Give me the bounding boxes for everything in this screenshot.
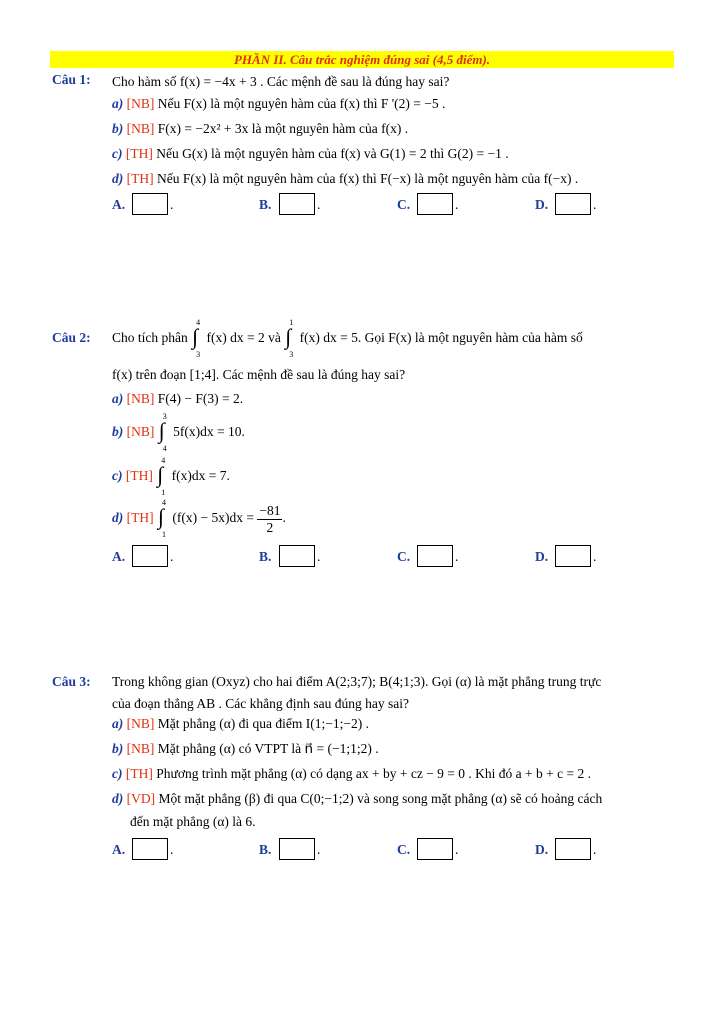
q2-answer-box-d[interactable] xyxy=(555,545,591,567)
q1-answer-box-c[interactable] xyxy=(417,193,453,215)
q2-answer-box-c[interactable] xyxy=(417,545,453,567)
q2-answer-box-a[interactable] xyxy=(132,545,168,567)
q3-answer-box-b[interactable] xyxy=(279,838,315,860)
section-title: PHẦN II. Câu trắc nghiệm đúng sai (4,5 điểm). xyxy=(50,51,674,68)
q2-answer-box-b[interactable] xyxy=(279,545,315,567)
integral-sign-icon: ∫ 1 3 xyxy=(285,318,294,359)
integral-sign-icon: ∫ 4 3 xyxy=(192,318,201,359)
question-3-label: Câu 3: xyxy=(52,674,91,689)
question-2-label: Câu 2: xyxy=(52,330,91,345)
q2-statement-d: d) [TH] ∫ 4 1 (f(x) − 5x)dx = $\frac{-81}{2}$ . xyxy=(112,498,286,539)
q3-answer-box-d[interactable] xyxy=(555,838,591,860)
q3-answer-row: A. . B. . C. . D. . xyxy=(112,838,672,862)
integral-sign-icon: ∫ 3 4 xyxy=(158,412,167,453)
question-1-intro: Cho hàm số f(x) = −4x + 3 . Các mệnh đề sau là đúng hay sai? xyxy=(112,74,450,89)
q1-answer-box-b[interactable] xyxy=(279,193,315,215)
question-2-intro-cont: f(x) trên đoạn [1;4]. Các mệnh đề sau là đúng hay sai? xyxy=(112,367,406,382)
question-1-label: Câu 1: xyxy=(52,72,91,87)
q3-statement-d: d) [VD] Một mặt phẳng (β) đi qua C(0;−1;2) và song song mặt phẳng (α) sẽ có hoảng cách xyxy=(112,791,603,806)
q1-answer-box-d[interactable] xyxy=(555,193,591,215)
q3-statement-c: c) [TH] Phương trình mặt phẳng (α) có dạng ax + by + cz − 9 = 0 . Khi đó a + b + c = 2 . xyxy=(112,766,591,781)
q1-answer-box-a[interactable] xyxy=(132,193,168,215)
q3-statement-b: b) [NB] Mặt phẳng (α) có VTPT là n⃗ = (−1;1;2) . xyxy=(112,741,379,756)
integral-sign-icon: ∫ 4 1 xyxy=(158,498,166,539)
q1-statement-b: b) [NB] F(x) = −2x² + 3x là một nguyên hàm của f(x) . xyxy=(112,121,409,136)
q1-statement-d: d) [TH] Nếu F(x) là một nguyên hàm của f(x) thì F(−x) là một nguyên hàm của f(−x) . xyxy=(112,171,579,186)
question-3-intro: Trong không gian (Oxyz) cho hai điểm A(2;3;7); B(4;1;3). Gọi (α) là mặt phẳng trung trực xyxy=(112,674,602,689)
integral-sign-icon: ∫ 4 1 xyxy=(157,456,166,497)
q3-answer-box-a[interactable] xyxy=(132,838,168,860)
q3-answer-box-c[interactable] xyxy=(417,838,453,860)
q2-answer-row: A. . B. . C. . D. . xyxy=(112,545,672,569)
q2-statement-c: c) [TH] ∫ 4 1 f(x)dx = 7. xyxy=(112,456,230,497)
q3-statement-d-cont: đến mặt phẳng (α) là 6. xyxy=(130,814,256,829)
q2-statement-b: b) [NB] ∫ 3 4 5f(x)dx = 10. xyxy=(112,412,245,453)
q1-statement-c: c) [TH] Nếu G(x) là một nguyên hàm của f(x) và G(1) = 2 thì G(2) = −1 . xyxy=(112,146,509,161)
question-3-intro-cont: của đoạn thẳng AB . Các khẳng định sau đúng hay sai? xyxy=(112,696,409,711)
fraction: $\frac{-81}{2}$ xyxy=(259,502,281,535)
q1-answer-row: A. . B. . C. . D. . xyxy=(112,193,672,217)
q3-statement-a: a) [NB] Mặt phẳng (α) đi qua điểm I(1;−1;−2) . xyxy=(112,716,370,731)
question-2-intro: Cho tích phân ∫ 4 3 f(x) dx = 2 và ∫ 1 3 f(x) dx = 5. Gọi F(x) là một nguyên hàm của hàm số xyxy=(112,318,583,359)
q1-statement-a: a) [NB] Nếu F(x) là một nguyên hàm của f(x) thì F '(2) = −5 . xyxy=(112,96,446,111)
q2-statement-a: a) [NB] F(4) − F(3) = 2. xyxy=(112,391,244,406)
